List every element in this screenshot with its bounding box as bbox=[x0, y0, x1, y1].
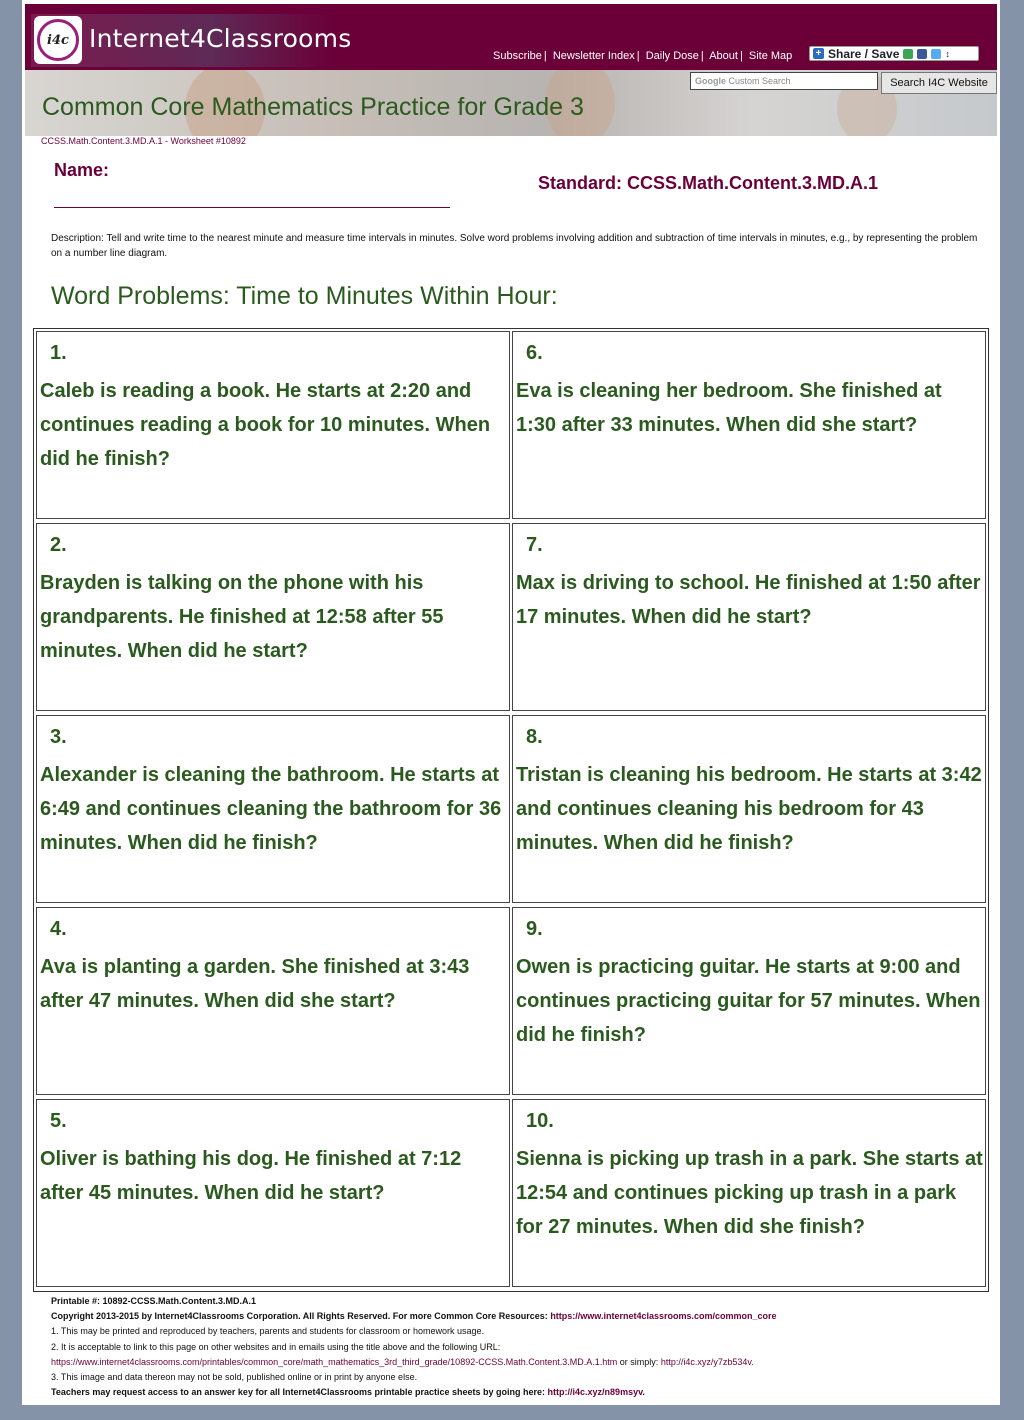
email-share-icon bbox=[903, 49, 913, 59]
nav-link-about[interactable]: About bbox=[709, 50, 738, 62]
standard-label: Standard: CCSS.Math.Content.3.MD.A.1 bbox=[538, 173, 879, 193]
problem-text: Owen is practicing guitar. He starts at 9:00 and continues practicing guitar for 57 minutes. When did he finish? bbox=[516, 956, 981, 1046]
problem-number: 2. bbox=[50, 534, 67, 556]
name-line bbox=[54, 207, 450, 208]
nav-link-subscribe[interactable]: Subscribe bbox=[493, 50, 542, 62]
problem-text: Max is driving to school. He finished at 1:50 after 17 minutes. When did he start? bbox=[516, 572, 981, 628]
twitter-icon bbox=[931, 49, 941, 59]
answer-key-text: Teachers may request access to an answer key for all Internet4Classrooms printable practice sheets by going here: bbox=[51, 1387, 546, 1398]
site-header bbox=[25, 4, 997, 70]
facebook-icon bbox=[917, 49, 927, 59]
section-title: Word Problems: Time to Minutes Within Hour: bbox=[51, 282, 558, 310]
banner bbox=[25, 70, 997, 136]
problem-number: 1. bbox=[50, 342, 67, 364]
or-simply: or simply: bbox=[619, 1356, 659, 1367]
printable-number: Printable #: 10892-CCSS.Math.Content.3.MD.A.1 bbox=[51, 1296, 257, 1306]
worksheet-page bbox=[22, 0, 1000, 1405]
google-brand: Google bbox=[695, 76, 726, 86]
nav-link-daily-dose[interactable]: Daily Dose bbox=[645, 50, 699, 62]
problem-number: 6. bbox=[526, 342, 543, 364]
problem-number: 7. bbox=[526, 534, 543, 556]
problem-number: 3. bbox=[50, 726, 67, 748]
short-link[interactable]: http://i4c.xyz/y7zb534v. bbox=[660, 1356, 754, 1367]
top-nav: Subscribe | Newsletter Index | Daily Dose | About | Site Map bbox=[493, 50, 793, 62]
problem-number: 10. bbox=[526, 1110, 554, 1132]
problem-cell bbox=[512, 715, 986, 903]
copyright bbox=[51, 1309, 981, 1324]
note-2: 2. It is acceptable to link to this page on other websites and in emails using the title above and the following URL: bbox=[51, 1341, 501, 1352]
footer bbox=[51, 1294, 981, 1400]
problem-cell bbox=[512, 331, 986, 519]
logo-text: Internet4Classrooms bbox=[89, 24, 352, 53]
chevron-updown-icon: ↕ bbox=[945, 48, 950, 59]
problem-text: Tristan is cleaning his bedroom. He starts at 3:42 and continues cleaning his bedroom for 43 minutes. When did he finish? bbox=[516, 764, 982, 854]
problem-text: Alexander is cleaning the bathroom. He starts at 6:49 and continues cleaning the bathroom for 36 minutes. When did he finish? bbox=[40, 764, 502, 854]
problem-cell bbox=[512, 1099, 986, 1287]
answer-key-link[interactable]: http://i4c.xyz/n89msyv. bbox=[547, 1387, 645, 1398]
breadcrumb: CCSS.Math.Content.3.MD.A.1 - Worksheet #10892 bbox=[41, 136, 246, 146]
problem-text: Ava is planting a garden. She finished at 3:43 after 47 minutes. When did she start? bbox=[40, 956, 470, 1012]
problem-cell bbox=[512, 523, 986, 711]
problem-text: Oliver is bathing his dog. He finished at 7:12 after 45 minutes. When did he start? bbox=[40, 1148, 462, 1204]
problem-cell bbox=[36, 1099, 510, 1287]
problem-number: 4. bbox=[50, 918, 67, 940]
common-core-link[interactable]: https://www.internet4classrooms.com/common_core bbox=[550, 1311, 777, 1322]
nav-link-newsletter-index[interactable]: Newsletter Index bbox=[552, 50, 635, 62]
answer-key bbox=[51, 1385, 981, 1400]
problem-cell bbox=[512, 907, 986, 1095]
worksheet-link[interactable]: https://www.internet4classrooms.com/printables/common_core/math_mathematics_3rd_third_grade/10892-CCSS.Math.Content.3.MD.A.1.htm bbox=[51, 1356, 618, 1367]
search-button[interactable]: Search I4C Website bbox=[881, 72, 997, 94]
problem-number: 5. bbox=[50, 1110, 67, 1132]
description: Description: Tell and write time to the nearest minute and measure time intervals in minutes. Solve word problems involving addition and subtraction of time intervals in minutes, e.g., by representing the problem on a number line diagram. bbox=[51, 233, 978, 259]
note-3: 3. This image and data thereon may not be sold, published online or in print by anyone else. bbox=[51, 1372, 418, 1383]
share-plus-icon: + bbox=[813, 48, 824, 59]
problem-text: Caleb is reading a book. He starts at 2:20 and continues reading a book for 10 minutes. When did he finish? bbox=[40, 380, 491, 470]
note-2-urls bbox=[51, 1355, 981, 1370]
problem-number: 9. bbox=[526, 918, 543, 940]
logo-icon bbox=[34, 16, 82, 64]
problem-cell bbox=[36, 907, 510, 1095]
problem-cell bbox=[36, 523, 510, 711]
problem-grid bbox=[33, 328, 989, 1292]
share-label: Share / Save bbox=[828, 46, 900, 61]
problem-text: Eva is cleaning her bedroom. She finished at 1:30 after 33 minutes. When did she start? bbox=[516, 380, 942, 436]
logo-mark: i4c bbox=[37, 19, 79, 61]
nav-link-site-map[interactable]: Site Map bbox=[748, 50, 793, 62]
problem-cell bbox=[36, 331, 510, 519]
site-logo[interactable] bbox=[31, 14, 352, 67]
copyright-text: Copyright 2013-2015 by Internet4Classrooms Corporation. All Rights Reserved. For more Common Core Resources: bbox=[51, 1311, 548, 1322]
problem-text: Sienna is picking up trash in a park. She starts at 12:54 and continues picking up trash in a park for 27 minutes. When did she finish? bbox=[516, 1148, 983, 1238]
search-input[interactable] bbox=[690, 72, 878, 90]
share-save-button[interactable] bbox=[809, 46, 979, 61]
problem-number: 8. bbox=[526, 726, 543, 748]
problem-cell bbox=[36, 715, 510, 903]
page-title: Common Core Mathematics Practice for Grade 3 bbox=[42, 93, 584, 121]
problem-text: Brayden is talking on the phone with his grandparents. He finished at 12:58 after 55 minutes. When did he start? bbox=[40, 572, 444, 662]
search-placeholder: Custom Search bbox=[728, 76, 791, 86]
note-1: 1. This may be printed and reproduced by teachers, parents and students for classroom or homework usage. bbox=[51, 1326, 485, 1337]
name-label: Name: bbox=[54, 160, 110, 180]
